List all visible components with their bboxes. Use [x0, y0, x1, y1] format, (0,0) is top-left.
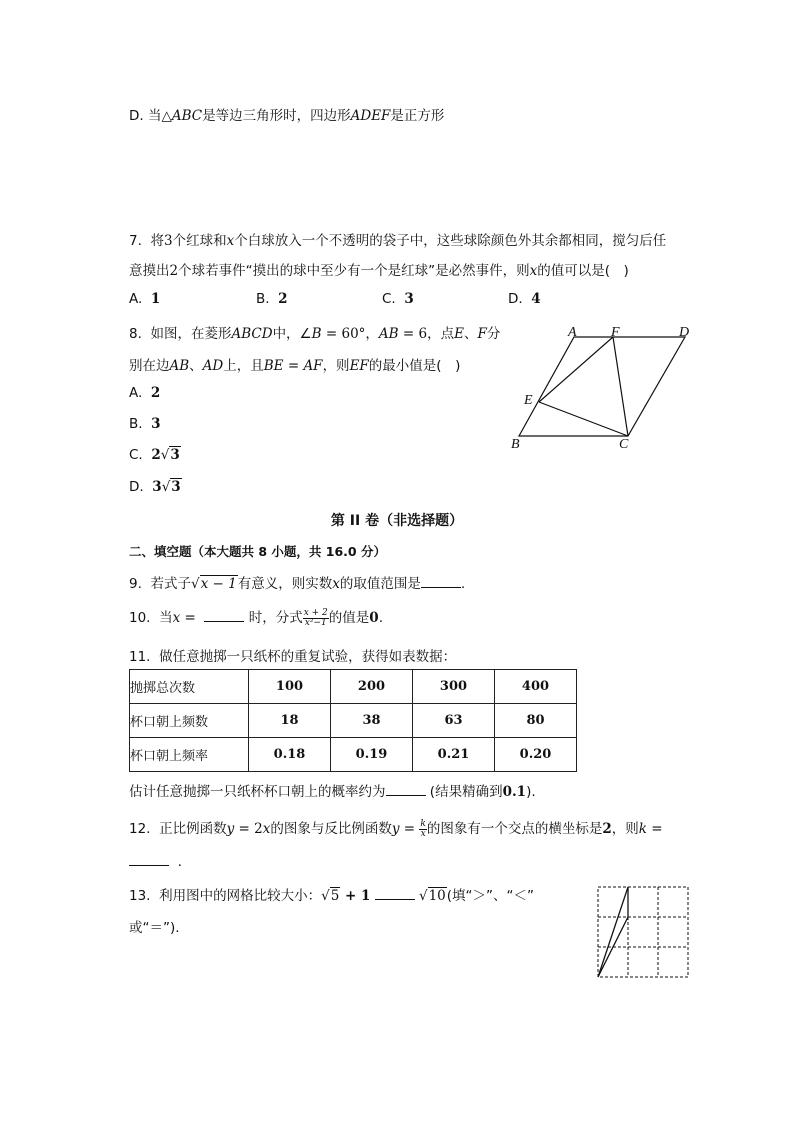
label-b: B — [511, 437, 520, 452]
question-9: 9. 若式子√x − 1有意义，则实数x的取值范围是 . — [129, 576, 466, 592]
table-cell: 63 — [413, 704, 495, 738]
table-cell: 200 — [331, 670, 413, 704]
question-8-option-c: C. 2√3 — [129, 447, 180, 463]
table-cell: 300 — [413, 670, 495, 704]
table-row-label: 杯口朝上频率 — [130, 738, 249, 772]
rhombus-outline — [519, 337, 685, 436]
question-7-option-a: A. 1 — [129, 291, 161, 307]
section-2-heading: 二、填空题（本大题共 8 小题，共 16.0 分） — [129, 544, 386, 559]
dashed-grid — [598, 887, 688, 977]
question-12-line2: . — [129, 853, 182, 870]
table-cell: 0.20 — [495, 738, 577, 772]
table-cell: 38 — [331, 704, 413, 738]
question-8-option-d: D. 3√3 — [129, 479, 181, 495]
question-7-line2: 意摸出2个球若事件“摸出的球中至少有一个是红球”是必然事件，则x的值可以是( ) — [129, 263, 629, 279]
answer-blank[interactable] — [129, 853, 169, 866]
question-7-option-b: B. 2 — [256, 291, 288, 307]
question-13-line1: 13. 利用图中的网格比较大小：√5 + 1 √10(填“＞”、“＜” — [129, 888, 535, 904]
grid-figure — [596, 884, 692, 982]
table-row-label: 抛掷总次数 — [130, 670, 249, 704]
table-cell: 100 — [249, 670, 331, 704]
table-cell: 0.19 — [331, 738, 413, 772]
question-8-line2: 别在边AB、AD上，且BE = AF，则EF的最小值是( ) — [129, 358, 461, 374]
segment-fc — [613, 337, 628, 436]
rhombus-figure — [505, 318, 705, 458]
label-c: C — [619, 437, 629, 452]
frequency-table — [129, 669, 577, 772]
segment-ef — [539, 337, 613, 402]
table-cell: 18 — [249, 704, 331, 738]
label-d: D — [679, 325, 690, 340]
question-7-line1: 7. 将3个红球和x个白球放入一个不透明的袋子中，这些球除颜色外其余都相同，搅匀后任 — [129, 233, 667, 249]
question-13-line2: 或“＝”). — [129, 920, 180, 936]
triangle-lines — [598, 887, 628, 977]
table-cell: 0.21 — [413, 738, 495, 772]
table-cell: 80 — [495, 704, 577, 738]
question-12-line1: 12. 正比例函数y = 2x的图象与反比例函数y = $\frac{k}{x}$ 的图象有一个交点的横坐标是2，则k = — [129, 818, 663, 839]
answer-blank[interactable] — [204, 609, 244, 622]
table-row — [130, 670, 577, 704]
answer-blank[interactable] — [375, 887, 415, 900]
question-8-option-a: A. 2 — [129, 385, 161, 401]
answer-blank[interactable] — [386, 783, 426, 796]
label-e: E — [524, 393, 533, 408]
section-2-title: 第 II 卷（非选择题） — [330, 513, 464, 529]
question-7-option-c: C. 3 — [382, 291, 414, 307]
table-row — [130, 704, 577, 738]
question-8-line1: 8. 如图，在菱形ABCD中，∠B = 60°，AB = 6，点E、F分 — [129, 326, 501, 342]
question-7-option-d: D. 4 — [508, 291, 541, 307]
table-row — [130, 738, 577, 772]
question-8-option-b: B. 3 — [129, 416, 161, 432]
option-d-line: D. 当△ABC是等边三角形时，四边形ADEF是正方形 — [129, 108, 445, 124]
question-10: 10. 当x = 时，分式 $\frac{x + 2}{\text{x²−1}}$ 的值是0. — [129, 607, 383, 628]
table-row-label: 杯口朝上频数 — [130, 704, 249, 738]
label-a: A — [568, 325, 577, 340]
answer-blank[interactable] — [421, 575, 461, 588]
question-11-text: 11. 做任意抛掷一只纸杯的重复试验，获得如表数据： — [129, 649, 457, 665]
question-11-after: 估计任意抛掷一只纸杯杯口朝上的概率约为 (结果精确到0.1). — [129, 784, 536, 800]
table-cell: 400 — [495, 670, 577, 704]
segment-ec — [539, 402, 628, 436]
label-f: F — [611, 325, 620, 340]
table-cell: 0.18 — [249, 738, 331, 772]
